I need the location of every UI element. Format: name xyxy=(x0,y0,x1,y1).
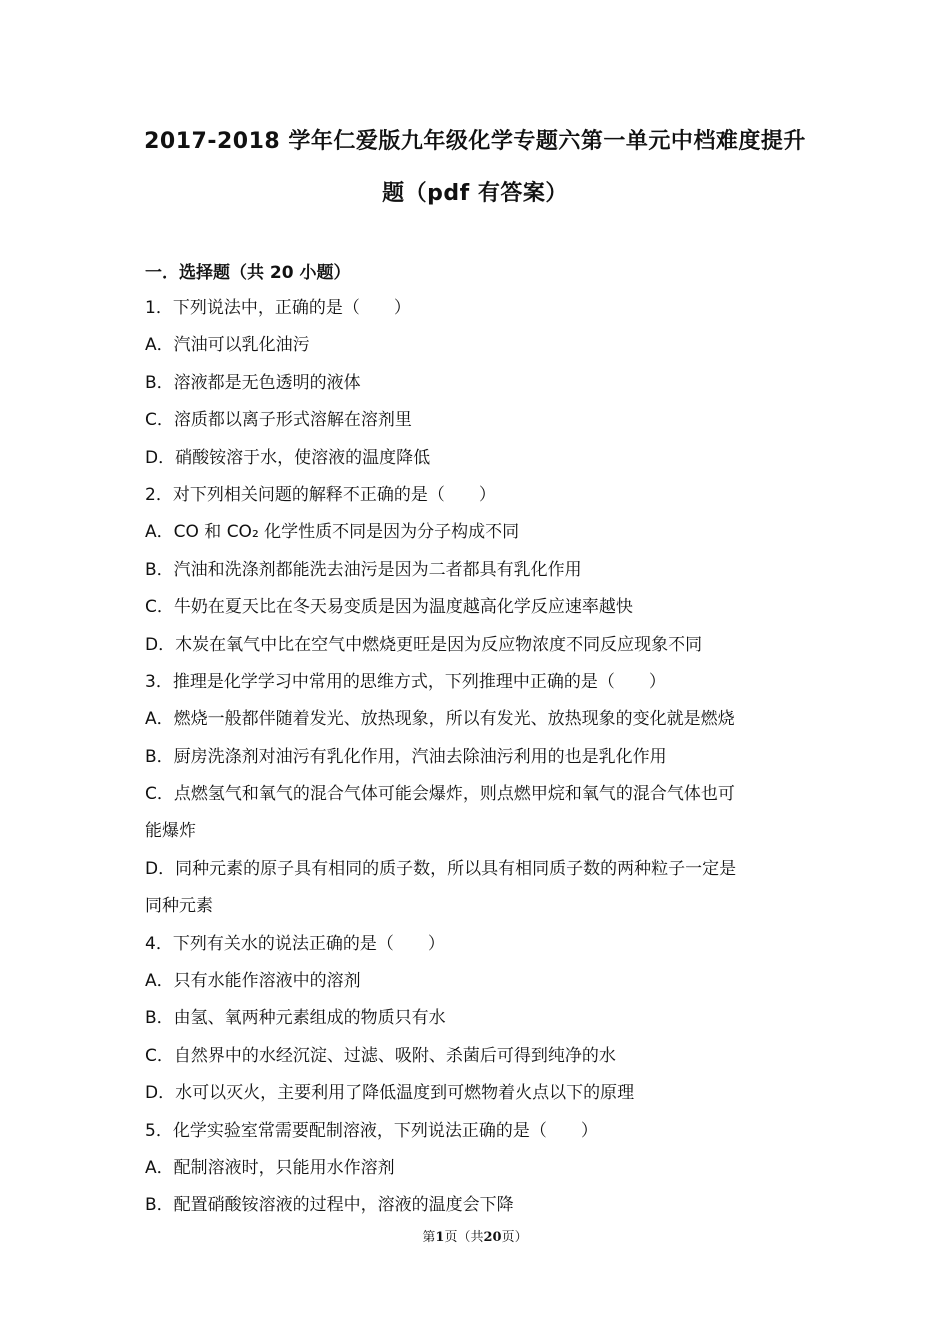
question-line: 4．下列有关水的说法正确的是（ ） xyxy=(145,933,445,954)
footer-suffix: 页） xyxy=(501,1230,528,1245)
option-line: A．汽油可以乳化油污 xyxy=(145,335,310,356)
question-line: 3．推理是化学学习中常用的思维方式，下列推理中正确的是（ ） xyxy=(145,671,666,692)
option-line: B．厨房洗涤剂对油污有乳化作用，汽油去除油污利用的也是乳化作用 xyxy=(145,746,667,767)
document-title-line-1: 2017-2018 学年仁爱版九年级化学专题六第一单元中档难度提升 xyxy=(144,129,806,154)
option-line: A．只有水能作溶液中的溶剂 xyxy=(145,971,361,992)
option-line: B．汽油和洗涤剂都能洗去油污是因为二者都具有乳化作用 xyxy=(145,559,582,580)
option-line: D．水可以灭火，主要利用了降低温度到可燃物着火点以下的原理 xyxy=(145,1083,635,1104)
option-line-continued: 同种元素 xyxy=(145,896,213,917)
option-line: B．溶液都是无色透明的液体 xyxy=(145,372,361,393)
question-line: 2．对下列相关问题的解释不正确的是（ ） xyxy=(145,484,496,505)
option-line: D．同种元素的原子具有相同的质子数，所以具有相同质子数的两种粒子一定是 xyxy=(145,858,737,879)
document-title-line-2: 题（pdf 有答案） xyxy=(382,181,568,206)
option-line: D．木炭在氧气中比在空气中燃烧更旺是因为反应物浓度不同反应现象不同 xyxy=(145,634,703,655)
option-line: C．牛奶在夏天比在冬天易变质是因为温度越高化学反应速率越快 xyxy=(145,597,633,618)
question-line: 1．下列说法中，正确的是（ ） xyxy=(145,298,411,318)
section-heading: 一．选择题（共 20 小题） xyxy=(145,263,351,283)
footer-total-pages: 20 xyxy=(483,1230,502,1245)
option-line: B．由氢、氧两种元素组成的物质只有水 xyxy=(145,1008,446,1029)
option-line: C．自然界中的水经沉淀、过滤、吸附、杀菌后可得到纯净的水 xyxy=(145,1045,616,1066)
footer-page-number: 1 xyxy=(435,1230,445,1245)
question-line: 5．化学实验室常需要配制溶液，下列说法正确的是（ ） xyxy=(145,1120,598,1141)
question-list xyxy=(145,296,810,1231)
option-line: B．配置硝酸铵溶液的过程中，溶液的温度会下降 xyxy=(145,1195,514,1216)
footer-mid: 页（共 xyxy=(444,1230,484,1245)
option-line: A．燃烧一般都伴随着发光、放热现象，所以有发光、放热现象的变化就是燃烧 xyxy=(145,709,735,730)
option-line: C．溶质都以离子形式溶解在溶剂里 xyxy=(145,410,412,431)
footer-prefix: 第 xyxy=(422,1230,436,1245)
option-line: A．配制溶液时，只能用水作溶剂 xyxy=(145,1157,395,1178)
option-line: C．点燃氢气和氧气的混合气体可能会爆炸，则点燃甲烷和氧气的混合气体也可 xyxy=(145,784,735,805)
option-line: A．CO 和 CO₂ 化学性质不同是因为分子构成不同 xyxy=(145,522,520,543)
option-line-continued: 能爆炸 xyxy=(145,821,196,842)
option-line: D．硝酸铵溶于水，使溶液的温度降低 xyxy=(145,447,431,468)
page-footer xyxy=(0,1226,950,1245)
